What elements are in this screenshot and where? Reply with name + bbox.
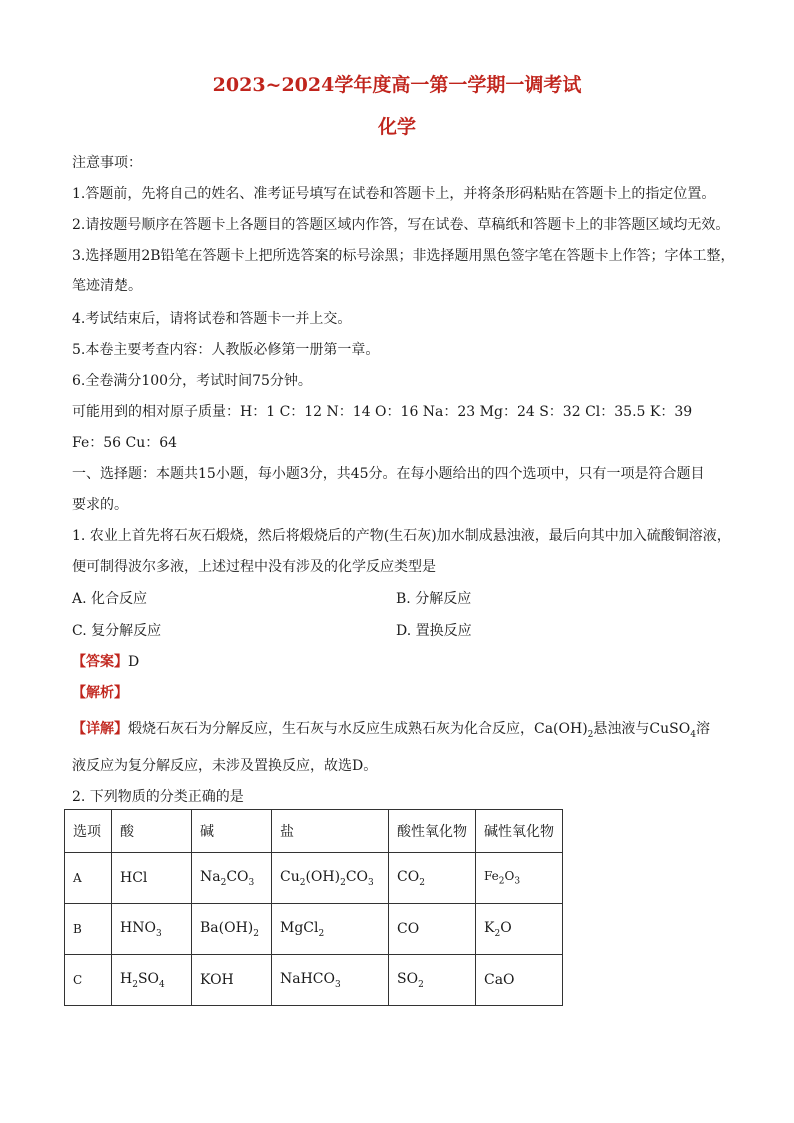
table-cell: CO — [389, 904, 476, 955]
formula-cuso4: CuSO$_4$ — [649, 721, 696, 740]
table-cell: $Fe_2O_3$ — [476, 853, 563, 904]
classification-table — [64, 809, 563, 1006]
notice-item: 5.本卷主要考查内容：人教版必修第一册第一章。 — [72, 342, 380, 358]
table-cell: $Ba(OH)_2$ — [192, 904, 272, 955]
notice-item: 3.选择题用2B铅笔在答题卡上把所选答案的标号涂黑；非选择题用黑色签字笔在答题卡上作答；字体工整， — [72, 248, 735, 264]
q1-option-b: B. 分解反应 — [396, 591, 472, 607]
table-cell: $SO_2$ — [389, 955, 476, 1006]
table-cell: C — [65, 955, 112, 1006]
q1-detail-2: 液反应为复分解反应，未涉及置换反应，故选D。 — [72, 758, 378, 774]
table-cell: NaHCO$_3$ — [272, 955, 389, 1006]
table-row — [65, 904, 563, 955]
table-cell: A — [65, 853, 112, 904]
q1-option-a: A. 化合反应 — [72, 591, 148, 607]
detail-tag: 【详解】 — [72, 721, 128, 737]
table-header: 选项 — [65, 810, 112, 853]
atomic-mass-line-2: Fe：56 Cu：64 — [72, 435, 178, 451]
section-1-instructions: 一、选择题：本题共15小题，每小题3分，共45分。在每小题给出的四个选项中，只有一项是符合题目 — [72, 466, 705, 482]
table-header: 酸 — [112, 810, 192, 853]
notice-item: 2.请按题号顺序在答题卡上各题目的答题区域内作答，写在试卷、草稿纸和答题卡上的非答题区域均无效。 — [72, 217, 730, 233]
table-cell: KOH — [192, 955, 272, 1006]
table-header: 碱性氧化物 — [476, 810, 563, 853]
table-cell: $K_2O$ — [476, 904, 563, 955]
q1-analysis — [72, 682, 128, 702]
detail-text: 煅烧石灰石为分解反应，生石灰与水反应生成熟石灰为化合反应， — [128, 721, 534, 737]
table-cell: $Na_2CO_3$ — [192, 853, 272, 904]
exam-subject: 化学 — [377, 116, 416, 138]
notice-item: 1.答题前，先将自己的姓名、准考证号填写在试卷和答题卡上，并将条形码粘贴在答题卡上的指定位置。 — [72, 186, 716, 202]
table-header: 碱 — [192, 810, 272, 853]
table-cell: MgCl$_2$ — [272, 904, 389, 955]
table-cell: $H_2SO_4$ — [112, 955, 192, 1006]
table-cell: $CO_2$ — [389, 853, 476, 904]
notice-heading: 注意事项： — [72, 155, 142, 171]
q1-detail — [72, 718, 710, 740]
exam-title: 2023~2024学年度高一第一学期一调考试 — [212, 74, 582, 96]
q1-option-c: C. 复分解反应 — [72, 623, 162, 639]
question-1-stem: 1. 农业上首先将石灰石煅烧，然后将煅烧后的产物(生石灰)加水制成悬浊液，最后向其中加入硫酸铜溶液， — [72, 528, 731, 544]
answer-tag: 【答案】 — [72, 654, 128, 670]
table-cell: HCl — [112, 853, 192, 904]
atomic-mass-line: 可能用到的相对原子质量：H：1 C：12 N：14 O：16 Na：23 Mg：24 S：32 Cl：35.5 K：39 — [72, 404, 693, 420]
table-header: 盐 — [272, 810, 389, 853]
detail-text: 溶 — [695, 721, 710, 737]
question-2-stem: 2. 下列物质的分类正确的是 — [72, 789, 244, 805]
section-1-instructions-2: 要求的。 — [72, 497, 128, 513]
table-cell: CaO — [476, 955, 563, 1006]
question-1-stem-2: 便可制得波尔多液，上述过程中没有涉及的化学反应类型是 — [72, 559, 436, 575]
answer-value: D — [128, 654, 140, 670]
analysis-tag: 【解析】 — [72, 685, 128, 701]
notice-item: 4.考试结束后，请将试卷和答题卡一并上交。 — [72, 311, 352, 327]
table-header: 酸性氧化物 — [389, 810, 476, 853]
formula-ca-oh: $Ca(OH)_2$ — [534, 721, 594, 740]
q1-option-d: D. 置换反应 — [396, 623, 472, 639]
table-cell: $Cu_2(OH)_2CO_3$ — [272, 853, 389, 904]
table-row — [65, 853, 563, 904]
table-row — [65, 955, 563, 1006]
table-cell: $HNO_3$ — [112, 904, 192, 955]
table-cell: B — [65, 904, 112, 955]
notice-item: 笔迹清楚。 — [72, 278, 142, 294]
notice-item: 6.全卷满分100分，考试时间75分钟。 — [72, 373, 312, 389]
table-header-row — [65, 810, 563, 853]
q1-answer — [72, 651, 139, 671]
detail-text: 悬浊液与 — [593, 721, 650, 737]
